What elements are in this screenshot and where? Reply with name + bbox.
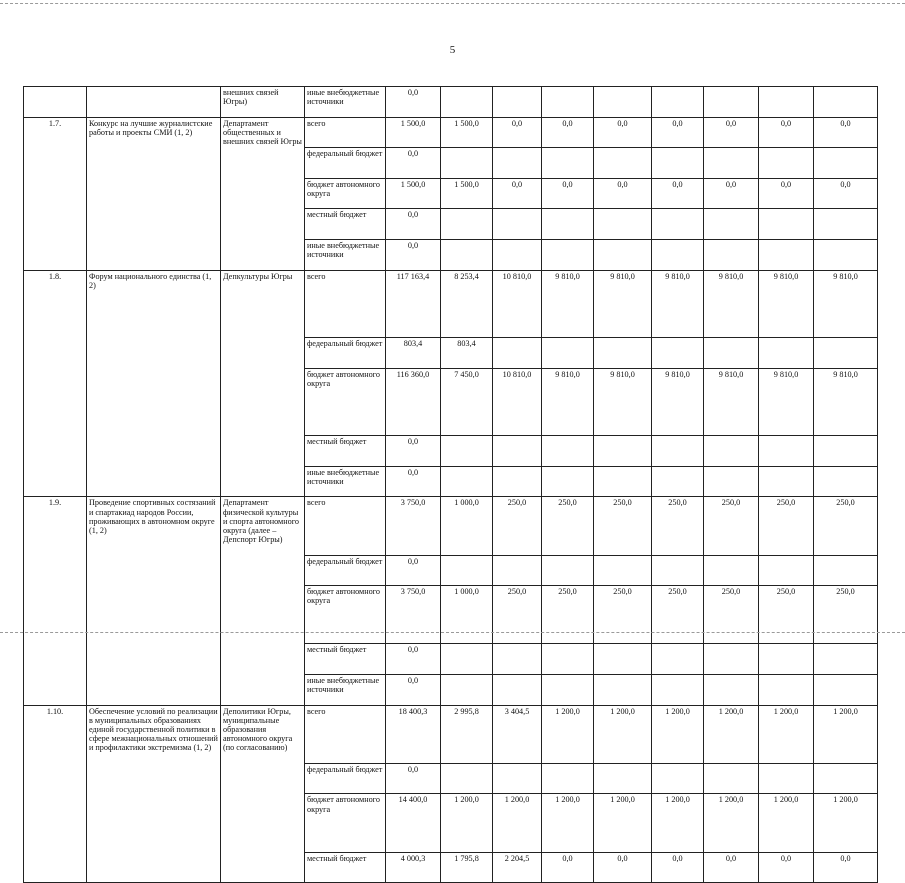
amount-cell [441,87,493,118]
amount-cell: 2 995,8 [441,705,493,763]
amount-cell: 250,0 [652,586,704,644]
amount-cell [441,148,493,179]
funding-source: иные внебюджетные источники [305,240,386,271]
amount-cell [493,240,542,271]
amount-cell [652,555,704,586]
amount-cell: 1 200,0 [542,705,594,763]
funding-source: федеральный бюджет [305,148,386,179]
funding-source: местный бюджет [305,209,386,240]
amount-cell: 250,0 [493,586,542,644]
amount-cell: 0,0 [493,178,542,209]
amount-cell [759,240,814,271]
amount-cell: 0,0 [386,87,441,118]
amount-cell [542,240,594,271]
amount-cell [814,87,878,118]
amount-cell: 9 810,0 [542,270,594,337]
amount-cell [814,436,878,467]
amount-cell [704,209,759,240]
amount-cell [759,148,814,179]
page-number: 5 [449,44,456,56]
amount-cell: 1 200,0 [493,794,542,852]
amount-cell: 0,0 [594,852,652,883]
amount-cell [493,466,542,497]
amount-cell: 9 810,0 [594,368,652,435]
amount-cell [759,763,814,794]
amount-cell: 250,0 [542,586,594,644]
amount-cell [441,240,493,271]
amount-cell: 14 400,0 [386,794,441,852]
amount-cell: 0,0 [386,466,441,497]
activity-name [87,87,221,118]
amount-cell [814,644,878,675]
amount-cell: 9 810,0 [704,368,759,435]
row-number: 1.8. [24,270,87,497]
table-row [24,270,878,337]
scan-edge-bottom [0,632,905,633]
amount-cell [493,87,542,118]
amount-cell [441,763,493,794]
funding-source: местный бюджет [305,644,386,675]
amount-cell [542,466,594,497]
executor-name: Депкультуры Югры [221,270,305,497]
amount-cell: 1 200,0 [594,705,652,763]
amount-cell [493,644,542,675]
amount-cell: 8 253,4 [441,270,493,337]
amount-cell [814,240,878,271]
amount-cell [652,148,704,179]
funding-source: местный бюджет [305,436,386,467]
executor-name: Деполитики Югры, муниципальные образования автономного округа (по согласованию) [221,705,305,883]
funding-source: бюджет автономного округа [305,794,386,852]
amount-cell: 1 200,0 [652,794,704,852]
amount-cell [493,763,542,794]
amount-cell [493,209,542,240]
amount-cell [441,436,493,467]
funding-source: федеральный бюджет [305,763,386,794]
table-row [24,497,878,555]
amount-cell [493,555,542,586]
amount-cell [814,763,878,794]
amount-cell: 3 404,5 [493,705,542,763]
amount-cell [493,674,542,705]
funding-source: федеральный бюджет [305,555,386,586]
amount-cell [704,555,759,586]
amount-cell [594,209,652,240]
executor-name: Департамент физической культуры и спорта автономного округа (далее – Депспорт Югры) [221,497,305,705]
amount-cell: 18 400,3 [386,705,441,763]
amount-cell: 250,0 [759,586,814,644]
amount-cell [652,644,704,675]
row-number [24,87,87,118]
amount-cell [594,338,652,369]
amount-cell: 0,0 [386,555,441,586]
amount-cell: 116 360,0 [386,368,441,435]
amount-cell: 7 450,0 [441,368,493,435]
amount-cell [542,763,594,794]
amount-cell [542,436,594,467]
amount-cell [704,87,759,118]
amount-cell: 1 500,0 [386,117,441,148]
row-number: 1.9. [24,497,87,705]
amount-cell: 0,0 [386,644,441,675]
amount-cell: 10 810,0 [493,270,542,337]
amount-cell [594,644,652,675]
amount-cell: 250,0 [493,497,542,555]
amount-cell [542,87,594,118]
amount-cell: 9 810,0 [814,368,878,435]
amount-cell: 250,0 [704,497,759,555]
funding-source: бюджет автономного округа [305,178,386,209]
amount-cell [652,763,704,794]
amount-cell: 0,0 [652,852,704,883]
amount-cell [814,674,878,705]
amount-cell [542,555,594,586]
row-number: 1.10. [24,705,87,883]
executor-name: Департамент общественных и внешних связей Югры [221,117,305,270]
amount-cell: 9 810,0 [814,270,878,337]
amount-cell: 250,0 [759,497,814,555]
activity-name: Проведение спортивных состязаний и спартакиад народов России, проживающих в автономном округе (1, 2) [87,497,221,705]
amount-cell [704,466,759,497]
amount-cell: 0,0 [386,240,441,271]
activity-name: Конкурс на лучшие журналистские работы и проекты СМИ (1, 2) [87,117,221,270]
amount-cell: 9 810,0 [704,270,759,337]
funding-source: всего [305,117,386,148]
amount-cell: 0,0 [652,178,704,209]
amount-cell [704,338,759,369]
amount-cell: 1 200,0 [594,794,652,852]
amount-cell: 0,0 [759,852,814,883]
amount-cell [759,436,814,467]
amount-cell: 0,0 [814,852,878,883]
amount-cell: 9 810,0 [542,368,594,435]
funding-source: бюджет автономного округа [305,586,386,644]
funding-source: всего [305,270,386,337]
amount-cell [814,209,878,240]
amount-cell: 250,0 [814,586,878,644]
funding-source: всего [305,497,386,555]
amount-cell [759,644,814,675]
amount-cell: 1 500,0 [441,117,493,148]
activity-name: Обеспечение условий по реализации в муниципальных образованиях единой государственной политики в сфере межнациональных отношений и профилактики экстремизма (1, 2) [87,705,221,883]
amount-cell [594,763,652,794]
amount-cell [704,240,759,271]
amount-cell: 250,0 [704,586,759,644]
amount-cell [704,148,759,179]
funding-source: иные внебюджетные источники [305,466,386,497]
amount-cell: 250,0 [652,497,704,555]
amount-cell [704,674,759,705]
amount-cell: 1 500,0 [386,178,441,209]
executor-name: внешних связей Югры) [221,87,305,118]
amount-cell [814,555,878,586]
amount-cell [759,466,814,497]
funding-source: местный бюджет [305,852,386,883]
amount-cell [493,148,542,179]
funding-source: всего [305,705,386,763]
amount-cell: 0,0 [759,117,814,148]
amount-cell: 1 200,0 [759,794,814,852]
funding-source: бюджет автономного округа [305,368,386,435]
amount-cell [704,644,759,675]
amount-cell [652,240,704,271]
amount-cell [759,555,814,586]
amount-cell [759,338,814,369]
amount-cell: 1 500,0 [441,178,493,209]
amount-cell: 1 200,0 [814,794,878,852]
amount-cell [441,209,493,240]
amount-cell [542,644,594,675]
amount-cell: 1 200,0 [704,794,759,852]
amount-cell: 0,0 [704,178,759,209]
amount-cell [652,209,704,240]
amount-cell [542,148,594,179]
amount-cell: 9 810,0 [594,270,652,337]
amount-cell: 0,0 [594,178,652,209]
amount-cell [542,338,594,369]
amount-cell: 1 795,8 [441,852,493,883]
amount-cell [594,436,652,467]
amount-cell [594,87,652,118]
amount-cell [704,436,759,467]
amount-cell [652,466,704,497]
amount-cell [704,763,759,794]
amount-cell: 9 810,0 [759,368,814,435]
amount-cell [814,338,878,369]
amount-cell [652,87,704,118]
amount-cell: 1 000,0 [441,586,493,644]
amount-cell: 0,0 [814,178,878,209]
amount-cell: 1 200,0 [759,705,814,763]
amount-cell: 0,0 [386,674,441,705]
amount-cell: 1 000,0 [441,497,493,555]
funding-source: федеральный бюджет [305,338,386,369]
amount-cell [594,466,652,497]
amount-cell [652,436,704,467]
funding-source: иные внебюджетные источники [305,87,386,118]
amount-cell [493,338,542,369]
amount-cell: 1 200,0 [652,705,704,763]
amount-cell [652,674,704,705]
amount-cell [814,148,878,179]
amount-cell: 803,4 [386,338,441,369]
amount-cell: 0,0 [542,852,594,883]
amount-cell: 803,4 [441,338,493,369]
amount-cell: 0,0 [386,209,441,240]
budget-table [23,86,878,883]
amount-cell: 9 810,0 [652,270,704,337]
amount-cell: 9 810,0 [652,368,704,435]
amount-cell [814,466,878,497]
row-number: 1.7. [24,117,87,270]
amount-cell: 3 750,0 [386,586,441,644]
amount-cell: 0,0 [704,852,759,883]
amount-cell [594,148,652,179]
table-row [24,705,878,763]
amount-cell: 2 204,5 [493,852,542,883]
amount-cell: 0,0 [386,763,441,794]
amount-cell [759,87,814,118]
amount-cell: 4 000,3 [386,852,441,883]
amount-cell: 0,0 [542,117,594,148]
amount-cell [594,674,652,705]
amount-cell: 10 810,0 [493,368,542,435]
amount-cell [594,555,652,586]
amount-cell [493,436,542,467]
amount-cell [441,644,493,675]
amount-cell: 0,0 [759,178,814,209]
amount-cell: 0,0 [493,117,542,148]
activity-name: Форум национального единства (1, 2) [87,270,221,497]
amount-cell: 0,0 [594,117,652,148]
amount-cell: 0,0 [386,436,441,467]
amount-cell [542,209,594,240]
table-row [24,87,878,118]
amount-cell [759,674,814,705]
amount-cell [652,338,704,369]
scan-edge-top [0,3,905,4]
funding-source: иные внебюджетные источники [305,674,386,705]
amount-cell: 9 810,0 [759,270,814,337]
amount-cell [594,240,652,271]
amount-cell: 0,0 [542,178,594,209]
amount-cell: 3 750,0 [386,497,441,555]
amount-cell: 250,0 [542,497,594,555]
amount-cell: 250,0 [594,497,652,555]
amount-cell: 0,0 [704,117,759,148]
amount-cell: 117 163,4 [386,270,441,337]
amount-cell: 250,0 [814,497,878,555]
amount-cell [759,209,814,240]
amount-cell [441,674,493,705]
amount-cell: 0,0 [652,117,704,148]
amount-cell: 1 200,0 [704,705,759,763]
amount-cell [441,555,493,586]
amount-cell: 1 200,0 [441,794,493,852]
amount-cell: 0,0 [386,148,441,179]
amount-cell [542,674,594,705]
amount-cell: 0,0 [814,117,878,148]
amount-cell: 1 200,0 [814,705,878,763]
amount-cell [441,466,493,497]
amount-cell: 1 200,0 [542,794,594,852]
amount-cell: 250,0 [594,586,652,644]
table-row [24,117,878,148]
